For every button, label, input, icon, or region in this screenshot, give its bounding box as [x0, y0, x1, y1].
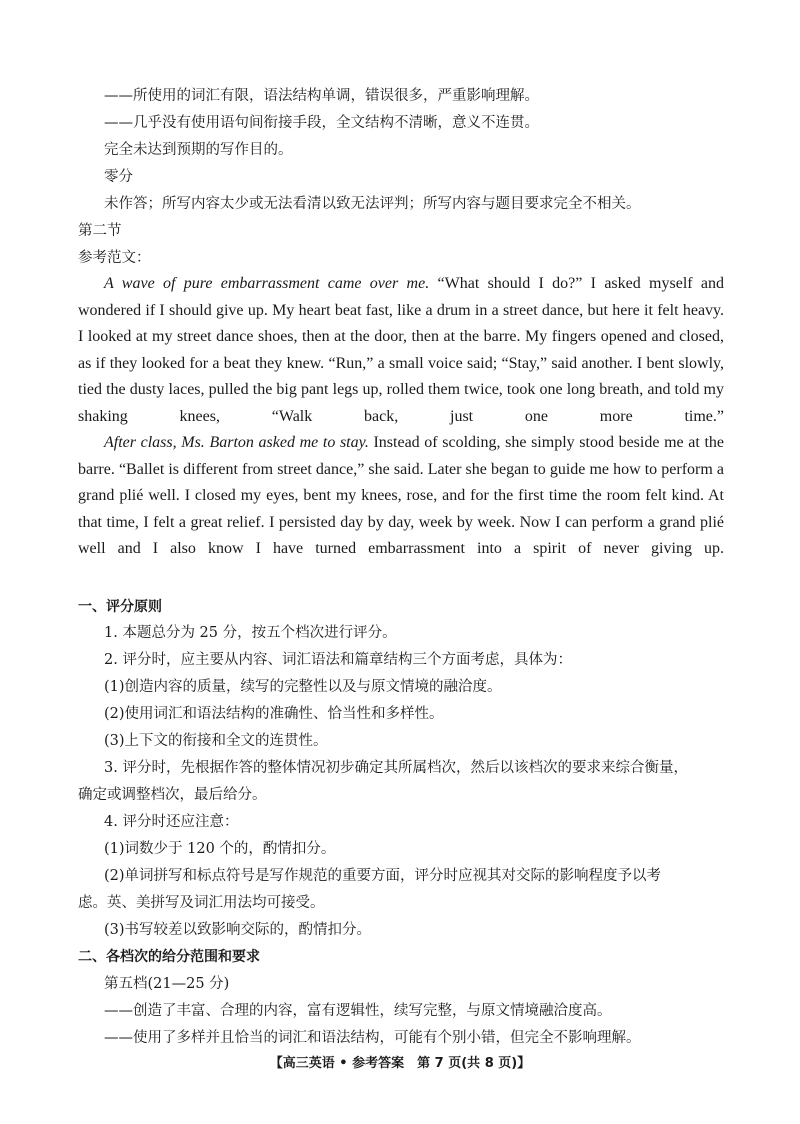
principle-item: (1)创造内容的质量，续写的完整性以及与原文情境的融洽度。 — [104, 679, 502, 695]
principle-item: (2)单词拼写和标点符号是写作规范的重要方面，评分时应视其对交际的影响程度予以考 — [104, 868, 662, 884]
essay-p1-text: “What should I do?” I asked myself and wondered if I should give up. My heart beat fast, like a drum in a street dance, but here it felt heavy. I looked at my street dance shoes, then at the door, then at the barre. My fingers opened and closed, as if they looked for a beat they knew. “Run,” a small voice said; “Stay,” said another. I bent slowly, tied the dusty laces, pulled the big pant legs up, rolled them twice, took one long breath, and told my shaking knees, “Walk back, just one more time.” — [78, 275, 725, 425]
principle-item: 虑。英、美拼写及词汇用法均可接受。 — [78, 895, 325, 911]
principle-item: 确定或调整档次，最后给分。 — [78, 787, 267, 803]
grading-criterion-vocab: ——所使用的词汇有限，语法结构单调，错误很多，严重影响理解。 — [104, 88, 539, 104]
principle-item: 4. 评分时还应注意： — [104, 814, 239, 830]
essay-p1-lead-sentence: A wave of pure embarrassment came over me. — [104, 275, 430, 292]
grade-bands-heading: 二、各档次的给分范围和要求 — [78, 949, 260, 965]
grade-five-label: 第五档(21—25 分) — [104, 976, 230, 992]
grade-zero-label: 零分 — [104, 169, 133, 185]
principle-item: (1)词数少于 120 个的，酌情扣分。 — [104, 841, 336, 857]
principle-item: 1. 本题总分为 25 分，按五个档次进行评分。 — [104, 625, 397, 641]
grading-criterion-cohesion: ——几乎没有使用语句间衔接手段，全文结构不清晰，意义不连贯。 — [104, 115, 539, 131]
sample-essay-label: 参考范文： — [78, 250, 151, 266]
essay-p2-text: Instead of scolding, she simply stood beside me at the barre. “Ballet is different from street dance,” she said. Later she began to guide me how to perform a grand plié well. I closed my eyes, bent my knees, rose, and for the first time the room felt kind. At that time, I felt a great relief. I persisted day by day, week by week. Now I can perform a grand plié well and I also know I have turned embarrassment into a spirit of never giving up. — [78, 434, 724, 558]
principle-item: (2)使用词汇和语法结构的准确性、恰当性和多样性。 — [104, 706, 444, 722]
grading-summary: 完全未达到预期的写作目的。 — [104, 142, 293, 158]
essay-paragraph-1 — [78, 271, 724, 431]
grading-principles-heading: 一、评分原则 — [78, 599, 162, 615]
principle-item: (3)书写较差以致影响交际的，酌情扣分。 — [104, 922, 372, 938]
section-two-label: 第二节 — [78, 223, 122, 239]
page-footer: 【高三英语 • 参考答案 第 7 页(共 8 页)】 — [269, 1056, 531, 1071]
grade-zero-description: 未作答；所写内容太少或无法看清以致无法评判；所写内容与题目要求完全不相关。 — [104, 196, 641, 212]
essay-paragraph-2 — [78, 430, 724, 563]
essay-p2-lead-sentence: After class, Ms. Barton asked me to stay. — [104, 434, 369, 451]
principle-item: 2. 评分时，应主要从内容、词汇语法和篇章结构三个方面考虑，具体为： — [104, 652, 572, 668]
principle-item: (3)上下文的衔接和全文的连贯性。 — [104, 733, 328, 749]
grade-five-criterion: ——创造了丰富、合理的内容，富有逻辑性，续写完整，与原文情境融洽度高。 — [104, 1003, 612, 1019]
grade-five-criterion: ——使用了多样并且恰当的词汇和语法结构，可能有个别小错，但完全不影响理解。 — [104, 1030, 641, 1046]
principle-item: 3. 评分时，先根据作答的整体情况初步确定其所属档次，然后以该档次的要求来综合衡量， — [104, 760, 688, 776]
